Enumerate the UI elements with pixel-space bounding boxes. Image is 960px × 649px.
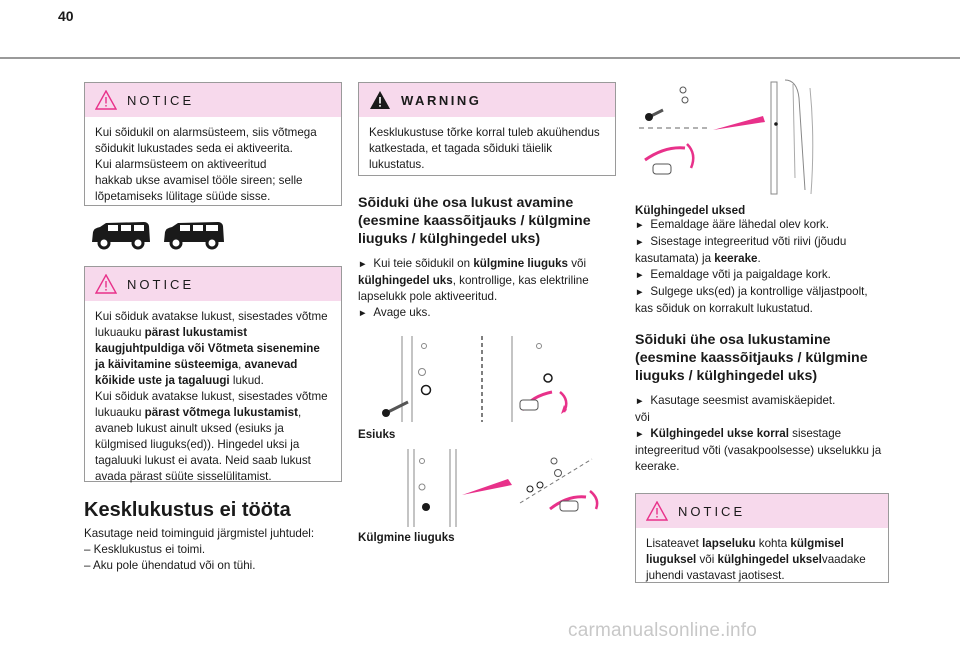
left-column xyxy=(84,82,342,574)
list-item: – Aku pole ühendatud või on tühi. xyxy=(84,559,256,572)
text-run: või xyxy=(696,553,718,566)
heading-line: (eesmine kaassõitjauks / külgmine xyxy=(635,350,868,366)
key-icon xyxy=(645,110,663,121)
text-line: Kui sõidukil on alarmsüsteem, siis võtmega xyxy=(95,126,317,139)
text-run: kohta xyxy=(755,537,791,550)
key-insert-arrow xyxy=(462,479,512,495)
sliding-door-lock-illustration xyxy=(370,447,600,529)
text-run: lukuauku xyxy=(95,326,145,339)
notice-header xyxy=(85,267,341,301)
text-line xyxy=(646,536,878,552)
text-run: lukud. xyxy=(229,374,264,387)
text-run-bold: pärast lukustamist xyxy=(144,326,248,339)
text-line xyxy=(635,267,889,284)
notice-box-alarm xyxy=(84,82,342,206)
text-line: katkestada, et tagada sõiduki täielik xyxy=(369,142,553,155)
text-run: . xyxy=(757,252,761,265)
warning-triangle-icon xyxy=(369,90,391,110)
heading-line: liuguks / külghingedel uks) xyxy=(358,231,541,247)
key-insert-arrow xyxy=(713,116,765,130)
warning-title: WARNING xyxy=(401,92,482,108)
text-line xyxy=(358,273,616,289)
text-line: Kui alarmsüsteem on aktiveeritud xyxy=(95,158,267,171)
notice-title: NOTICE xyxy=(127,276,195,292)
text-run-bold: külgmisel xyxy=(790,537,844,550)
text-line: juhendi vastavast jaotisest. xyxy=(646,569,785,582)
text-line: Kesklukustuse tõrke korral tuleb akuühendus xyxy=(369,126,600,139)
text-line: külgmised liuguks(ed)). Hingedel uksi ja xyxy=(95,438,300,451)
text-run-bold: pärast võtmega lukustamist xyxy=(144,406,298,419)
van-illustrations xyxy=(90,218,230,252)
notice-box-child-lock xyxy=(635,493,889,583)
warning-box xyxy=(358,82,616,176)
text-run: või xyxy=(568,257,587,270)
hinged-door-lock-illustration xyxy=(635,78,885,200)
notice-text xyxy=(85,301,341,494)
warning-header xyxy=(359,83,615,117)
text-line: avaneb lukust ainult uksed (esiuks ja xyxy=(95,422,284,435)
text-run-bold: kõikide uste ja tagaluugi xyxy=(95,374,230,387)
text-run: Eemaldage ääre lähedal olev kork. xyxy=(650,218,829,231)
text-run: Sulgege uks(ed) ja kontrollige väljastpoolt, xyxy=(650,285,868,298)
heading-line: (eesmine kaassõitjauks / külgmine xyxy=(358,213,591,229)
text-run-bold: külgmine liuguks xyxy=(473,257,569,270)
section-heading: Kesklukustus ei tööta xyxy=(84,499,291,521)
text-run-bold: Külghingedel ukse korral xyxy=(650,427,789,440)
text-run: kasutamata) ja xyxy=(635,252,715,265)
section-heading xyxy=(635,331,889,385)
page-number: 40 xyxy=(58,8,74,24)
text-line: keerake. xyxy=(635,460,680,473)
text-run-bold: keerake xyxy=(714,252,758,265)
text-line xyxy=(635,393,889,410)
subheading: Külghingedel uksed xyxy=(635,204,746,217)
warning-triangle-icon xyxy=(95,90,117,110)
text-run-bold: lapseluku xyxy=(702,537,756,550)
heading-line: Sõiduki ühe osa lukust avamine xyxy=(358,195,574,211)
text-line xyxy=(635,426,889,443)
instructions xyxy=(358,256,616,322)
right-column xyxy=(635,82,889,583)
notice-title: NOTICE xyxy=(127,92,195,108)
heading-line: Sõiduki ühe osa lukustamine xyxy=(635,332,831,348)
text-line xyxy=(95,373,331,389)
notice-title: NOTICE xyxy=(678,503,746,519)
text-run: Avage uks. xyxy=(373,306,431,319)
header-rule xyxy=(0,57,960,59)
text-line: tagaluuki lukust ei avata. Neid saab lukust xyxy=(95,454,311,467)
text-run: Sisestage integreeritud võti riivi (jõudu xyxy=(650,235,847,248)
text-line: sõidukit lukustades seda ei aktiveerita. xyxy=(95,142,293,155)
key-icon xyxy=(382,402,408,417)
heading-line: liuguks / külghingedel uks) xyxy=(635,368,818,384)
text-run: Eemaldage võti ja paigaldage kork. xyxy=(650,268,831,281)
warning-triangle-icon xyxy=(646,501,668,521)
text-line xyxy=(635,284,889,301)
van-icon xyxy=(92,222,150,248)
text-line xyxy=(635,217,889,234)
text-line: kaugjuhtpuldiga või Võtmeta sisenemine xyxy=(95,342,320,355)
intro-text: Kasutage neid toiminguid järgmistel juhtudel: xyxy=(84,527,315,540)
van-icon xyxy=(164,222,224,248)
text-run: Kasutage seesmist avamiskäepidet. xyxy=(650,394,836,407)
warning-text xyxy=(359,117,615,182)
text-run: sisestage xyxy=(788,427,842,440)
text-run-bold: külghingedel uks xyxy=(358,274,453,287)
notice-header xyxy=(636,494,888,528)
text-run: , xyxy=(298,406,302,419)
text-line xyxy=(635,234,889,251)
text-line xyxy=(635,251,889,267)
figure-caption: Esiuks xyxy=(358,428,396,441)
text-line xyxy=(646,552,878,568)
text-line: kas sõiduk on korrakult lukustatud. xyxy=(635,302,813,315)
text-line xyxy=(358,256,616,273)
text-line: lõpetamiseks lülitage süüde sisse. xyxy=(95,190,271,203)
notice-text xyxy=(85,117,341,214)
text-run-bold: ja käivitamine süsteemiga xyxy=(95,358,239,371)
text-run: , xyxy=(238,358,245,371)
text-line: avada pärast süüte sisselülitamist. xyxy=(95,470,272,483)
middle-column xyxy=(358,82,616,544)
text-run: Kui teie sõidukil on xyxy=(373,257,474,270)
notice-box-unlock xyxy=(84,266,342,482)
text-run-bold: avanevad xyxy=(244,358,298,371)
text-line xyxy=(358,305,616,322)
text-line: lukustatus. xyxy=(369,158,425,171)
notice-text xyxy=(636,528,888,593)
text-line xyxy=(95,405,331,421)
warning-triangle-icon xyxy=(95,274,117,294)
text-run-bold: külghingedel uksel xyxy=(717,553,822,566)
instructions xyxy=(635,217,889,317)
text-run: lukuauku xyxy=(95,406,145,419)
list-item: – Kesklukustus ei toimi. xyxy=(84,543,206,556)
text-line: Kui sõiduk avatakse lukust, sisestades võtme xyxy=(95,310,328,323)
text-line xyxy=(95,357,331,373)
text-run: Lisateavet xyxy=(646,537,703,550)
section-heading xyxy=(358,194,616,248)
text-run: vaadake xyxy=(821,553,866,566)
text-run-bold: liuguksel xyxy=(646,553,697,566)
figure-caption: Külgmine liuguks xyxy=(358,531,455,544)
text-line: hakkab ukse avamisel tööle sireen; selle xyxy=(95,174,303,187)
instructions xyxy=(635,393,889,475)
text-line: Kui sõiduk avatakse lukust, sisestades võtme xyxy=(95,390,328,403)
text-run: , kontrollige, kas elektriline xyxy=(452,274,589,287)
notice-header xyxy=(85,83,341,117)
watermark: carmanualsonline.info xyxy=(568,620,758,641)
front-door-lock-illustration xyxy=(364,332,584,424)
text-line xyxy=(95,325,331,341)
text-line: või xyxy=(635,411,650,424)
text-line: lapselukk pole aktiveeritud. xyxy=(358,290,498,303)
text-line: integreeritud võti (vasakpoolsesse) ukselukku ja xyxy=(635,444,882,457)
